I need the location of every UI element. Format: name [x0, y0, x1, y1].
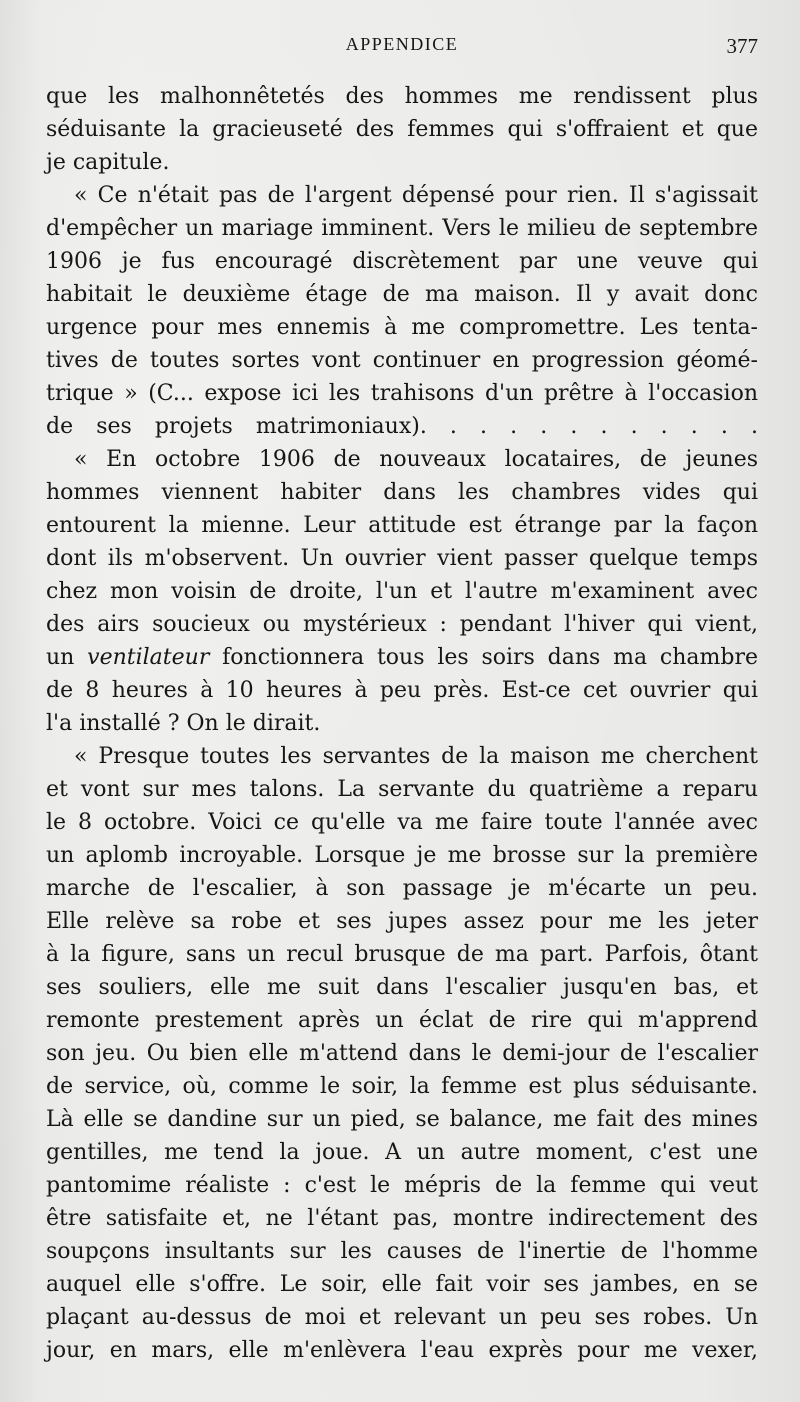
text-line: séduisante la gracieuseté des femmes qui s'offraient et que: [46, 117, 758, 142]
text-line: jour, en mars, elle m'enlèvera l'eau exprès pour me vexer,: [46, 1338, 758, 1363]
text-line: de 8 heures à 10 heures à peu près. Est-ce cet ouvrier qui: [46, 678, 758, 703]
text-line: chez mon voisin de droite, l'un et l'autre m'examinent avec: [46, 579, 758, 604]
text-line: je capitule.: [46, 150, 170, 175]
text-line: gentilles, me tend la joue. A un autre moment, c'est une: [46, 1140, 758, 1165]
text-line: être satisfaite et, ne l'étant pas, montre indirectement des: [46, 1206, 758, 1231]
text-line: [46, 641, 758, 674]
text-line: « Ce n'était pas de l'argent dépensé pour rien. Il s'agissait: [74, 183, 758, 208]
text-line: son jeu. Ou bien elle m'attend dans le demi-jour de l'escalier: [46, 1041, 758, 1066]
text-line: le 8 octobre. Voici ce qu'elle va me faire toute l'année avec: [46, 810, 758, 835]
text-line: dont ils m'observent. Un ouvrier vient passer quelque temps: [46, 546, 758, 571]
running-head: APPENDICE: [345, 34, 459, 54]
text-line: soupçons insultants sur les causes de l'inertie de l'homme: [46, 1239, 758, 1264]
text-line: tives de toutes sortes vont continuer en progression géomé-: [46, 348, 758, 373]
text-line: « Presque toutes les servantes de la maison me cherchent: [74, 744, 758, 769]
body-text: [46, 80, 758, 1367]
text-line: un aplomb incroyable. Lorsque je me brosse sur la première: [46, 843, 758, 868]
text-line: et vont sur mes talons. La servante du quatrième a reparu: [46, 777, 758, 802]
text-segment: un: [46, 645, 88, 670]
text-line: habitait le deuxième étage de ma maison. Il y avait donc: [46, 282, 758, 307]
text-line: l'a installé ? On le dirait.: [46, 711, 321, 736]
text-line: remonte prestement après un éclat de rire qui m'apprend: [46, 1008, 758, 1033]
text-line: trique » (C... expose ici les trahisons d'un prêtre à l'occasion: [46, 381, 758, 406]
page-number: 377: [726, 34, 758, 58]
text-line: que les malhonnêtetés des hommes me rendissent plus: [46, 84, 758, 109]
text-line: hommes viennent habiter dans les chambres vides qui: [46, 480, 758, 505]
text-line: plaçant au-dessus de moi et relevant un peu ses robes. Un: [46, 1305, 758, 1330]
italic-term: ventilateur: [87, 645, 210, 670]
text-line: marche de l'escalier, à son passage je m'écarte un peu.: [46, 876, 758, 901]
text-line: auquel elle s'offre. Le soir, elle fait voir ses jambes, en se: [46, 1272, 758, 1297]
text-line: 1906 je fus encouragé discrètement par une veuve qui: [46, 249, 758, 274]
text-line: des airs soucieux ou mystérieux : pendant l'hiver qui vient,: [46, 612, 758, 637]
text-line: entourent la mienne. Leur attitude est étrange par la façon: [46, 513, 758, 538]
text-line: urgence pour mes ennemis à me compromettre. Les tenta-: [46, 315, 758, 340]
page-header: [46, 34, 758, 58]
text-line: Elle relève sa robe et ses jupes assez pour me les jeter: [46, 909, 758, 934]
text-line: de service, où, comme le soir, la femme est plus séduisante.: [46, 1074, 758, 1099]
text-line: Là elle se dandine sur un pied, se balance, me fait des mines: [46, 1107, 758, 1132]
text-line: d'empêcher un mariage imminent. Vers le milieu de septembre: [46, 216, 758, 241]
text-segment: fonctionnera tous les soirs dans ma chambre: [209, 645, 758, 670]
text-line: pantomime réaliste : c'est le mépris de la femme qui veut: [46, 1173, 758, 1198]
text-line: de ses projets matrimoniaux). . . . . . . . . . . .: [46, 414, 758, 439]
text-line: « En octobre 1906 de nouveaux locataires, de jeunes: [74, 447, 758, 472]
text-line: à la figure, sans un recul brusque de ma part. Parfois, ôtant: [46, 942, 758, 967]
text-line: ses souliers, elle me suit dans l'escalier jusqu'en bas, et: [46, 975, 758, 1000]
